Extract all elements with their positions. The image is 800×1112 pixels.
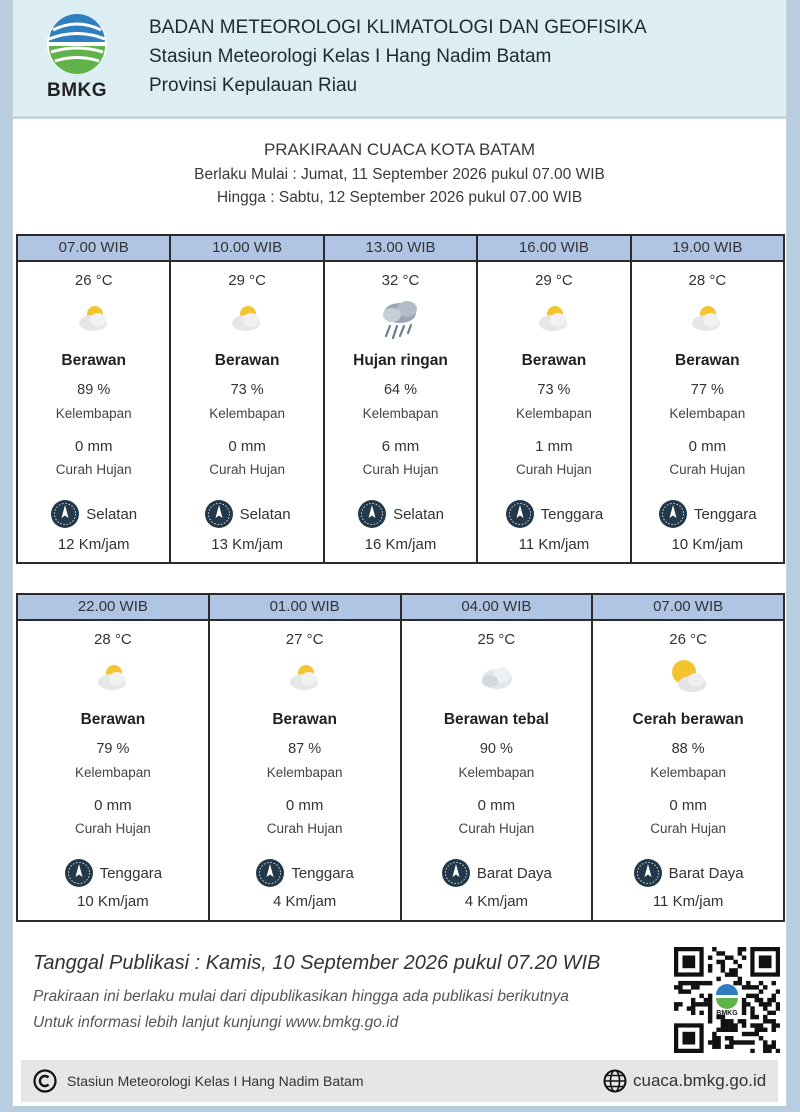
wind-direction	[632, 498, 783, 530]
weather-condition: Berawan	[214, 352, 280, 369]
info-note: Untuk informasi lebih lanjut kunjungi www.bmkg.go.id	[33, 1014, 399, 1031]
temperature: 26 °C	[74, 272, 113, 289]
humidity-label: Kelembapan	[458, 765, 535, 780]
humidity-value: 88 %	[671, 741, 705, 757]
wind-speed: 10 Km/jam	[77, 893, 149, 910]
wind-compass-icon	[441, 858, 471, 888]
copyright-icon	[33, 1069, 57, 1093]
wind-speed: 4 Km/jam	[464, 893, 529, 910]
temperature: 32 °C	[381, 272, 420, 289]
humidity-label: Kelembapan	[362, 406, 439, 421]
wind-speed: 16 Km/jam	[364, 536, 437, 553]
rain-value: 0 mm	[688, 438, 727, 455]
forecast-time: 04.00 WIB	[402, 595, 592, 621]
humidity-value: 73 %	[537, 382, 571, 398]
overcast-icon	[402, 655, 592, 701]
rain-label: Curah Hujan	[650, 821, 727, 836]
weather-condition: Berawan tebal	[443, 711, 549, 728]
humidity-label: Kelembapan	[209, 406, 286, 421]
wind-compass-icon	[64, 858, 94, 888]
globe-icon	[603, 1069, 627, 1093]
wind-speed: 11 Km/jam	[652, 893, 724, 910]
humidity-value: 77 %	[690, 382, 724, 398]
weather-condition: Cerah berawan	[632, 711, 744, 728]
wind-direction	[325, 498, 476, 530]
partly-cloudy-icon	[632, 296, 783, 342]
weather-condition: Berawan	[521, 352, 587, 369]
forecast-time: 10.00 WIB	[171, 236, 322, 262]
weather-condition: Berawan	[80, 711, 146, 728]
wind-compass-icon	[255, 858, 285, 888]
humidity-value: 73 %	[230, 382, 264, 398]
wind-direction	[402, 857, 592, 889]
humidity-label: Kelembapan	[266, 765, 343, 780]
wind-speed: 12 Km/jam	[57, 536, 130, 553]
humidity-label: Kelembapan	[55, 406, 132, 421]
mostly-sunny-icon	[593, 655, 783, 701]
province-name: Provinsi Kepulauan Riau	[149, 75, 358, 96]
temperature: 27 °C	[285, 631, 324, 648]
weather-condition: Berawan	[675, 352, 740, 369]
footer-bar	[21, 1060, 778, 1102]
forecast-cell	[171, 236, 324, 562]
rain-value: 0 mm	[94, 797, 132, 814]
temperature: 28 °C	[688, 272, 727, 289]
weather-condition: Berawan	[61, 352, 127, 369]
forecast-time: 07.00 WIB	[18, 236, 169, 262]
temperature: 25 °C	[477, 631, 516, 648]
wind-compass-icon	[658, 499, 688, 529]
wind-direction-label: Selatan	[393, 505, 444, 523]
temperature: 26 °C	[669, 631, 707, 648]
rain-label: Curah Hujan	[266, 821, 343, 836]
forecast-time: 19.00 WIB	[632, 236, 783, 262]
rain-value: 1 mm	[535, 438, 573, 455]
forecast-cell	[632, 236, 783, 562]
validity-note: Prakiraan ini berlaku mulai dari dipublikasikan hingga ada publikasi berikutnya	[33, 988, 569, 1005]
wind-direction-label: Barat Daya	[668, 864, 744, 882]
partly-cloudy-icon	[18, 296, 169, 342]
rain-value: 6 mm	[381, 438, 420, 455]
weather-condition: Berawan	[272, 711, 337, 728]
forecast-time: 13.00 WIB	[325, 236, 476, 262]
partly-cloudy-icon	[18, 655, 208, 701]
wind-compass-icon	[204, 499, 234, 529]
station-name: Stasiun Meteorologi Kelas I Hang Nadim Batam	[149, 46, 552, 67]
rain-label: Curah Hujan	[669, 462, 746, 477]
temperature: 29 °C	[535, 272, 573, 289]
rain-value: 0 mm	[669, 797, 707, 814]
partly-cloudy-icon	[210, 655, 400, 701]
valid-from: Berlaku Mulai : Jumat, 11 September 2026 pukul 07.00 WIB	[194, 166, 605, 183]
publication-date: Tanggal Publikasi : Kamis, 10 September 2026 pukul 07.20 WIB	[33, 952, 601, 974]
humidity-value: 64 %	[383, 382, 418, 398]
humidity-label: Kelembapan	[650, 765, 727, 780]
wind-speed: 10 Km/jam	[671, 536, 744, 553]
wind-speed: 11 Km/jam	[518, 536, 590, 553]
temperature: 28 °C	[94, 631, 132, 648]
forecast-time: 22.00 WIB	[18, 595, 208, 621]
forecast-time: 16.00 WIB	[478, 236, 629, 262]
humidity-value: 89 %	[77, 382, 111, 398]
wind-direction	[210, 857, 400, 889]
wind-speed: 13 Km/jam	[211, 536, 283, 553]
temperature: 29 °C	[228, 272, 266, 289]
wind-direction	[18, 857, 208, 889]
wind-direction-label: Selatan	[86, 505, 138, 523]
forecast-sheet	[12, 0, 787, 1106]
wind-direction	[478, 498, 629, 530]
agency-name: BADAN METEOROLOGI KLIMATOLOGI DAN GEOFISIKA	[149, 17, 647, 38]
qr-code[interactable]	[674, 947, 780, 1053]
bmkg-logo	[39, 12, 115, 104]
wind-compass-icon	[505, 499, 535, 529]
qr-logo-text: BMKG	[716, 1010, 738, 1017]
forecast-cell	[18, 236, 171, 562]
forecast-row-2	[16, 593, 785, 922]
humidity-label: Kelembapan	[516, 406, 592, 421]
forecast-cell	[325, 236, 478, 562]
wind-direction-label: Tenggara	[99, 864, 163, 882]
rain-label: Curah Hujan	[209, 462, 285, 477]
website-link[interactable]: cuaca.bmkg.go.id	[633, 1071, 767, 1090]
partly-cloudy-icon	[171, 296, 322, 342]
humidity-label: Kelembapan	[74, 765, 151, 780]
forecast-cell	[593, 595, 783, 920]
forecast-cell	[402, 595, 594, 920]
forecast-cell	[210, 595, 402, 920]
rain-value: 0 mm	[228, 438, 266, 455]
header	[13, 0, 786, 119]
partly-cloudy-icon	[478, 296, 629, 342]
rain-value: 0 mm	[285, 797, 324, 814]
rain-label: Curah Hujan	[458, 821, 535, 836]
light-rain-icon	[325, 296, 476, 342]
wind-direction-label: Selatan	[239, 505, 291, 523]
wind-direction-label: Tenggara	[540, 505, 604, 523]
valid-to: Hingga : Sabtu, 12 September 2026 pukul 07.00 WIB	[216, 189, 583, 206]
logo-text: BMKG	[46, 80, 108, 101]
forecast-cell	[18, 595, 210, 920]
forecast-cell	[478, 236, 631, 562]
forecast-row-1	[16, 234, 785, 564]
page-title: PRAKIRAAN CUACA KOTA BATAM	[263, 140, 536, 159]
wind-direction-label: Tenggara	[694, 505, 757, 523]
wind-compass-icon	[357, 499, 387, 529]
rain-label: Curah Hujan	[55, 462, 132, 477]
rain-label: Curah Hujan	[74, 821, 151, 836]
wind-compass-icon	[633, 858, 663, 888]
humidity-label: Kelembapan	[669, 406, 746, 421]
forecast-time: 07.00 WIB	[593, 595, 783, 621]
humidity-value: 87 %	[288, 741, 322, 757]
wind-direction	[18, 498, 169, 530]
humidity-value: 79 %	[96, 741, 130, 757]
forecast-time: 01.00 WIB	[210, 595, 400, 621]
rain-label: Curah Hujan	[362, 462, 439, 477]
wind-direction	[171, 498, 322, 530]
wind-direction	[593, 857, 783, 889]
wind-direction-label: Barat Daya	[476, 864, 552, 882]
footer-station: Stasiun Meteorologi Kelas I Hang Nadim Batam	[67, 1073, 364, 1089]
wind-speed: 4 Km/jam	[272, 893, 337, 910]
weather-condition: Hujan ringan	[353, 352, 448, 369]
wind-direction-label: Tenggara	[291, 864, 354, 882]
rain-label: Curah Hujan	[516, 462, 592, 477]
rain-value: 0 mm	[477, 797, 516, 814]
wind-compass-icon	[50, 499, 80, 529]
rain-value: 0 mm	[74, 438, 113, 455]
humidity-value: 90 %	[479, 741, 513, 757]
